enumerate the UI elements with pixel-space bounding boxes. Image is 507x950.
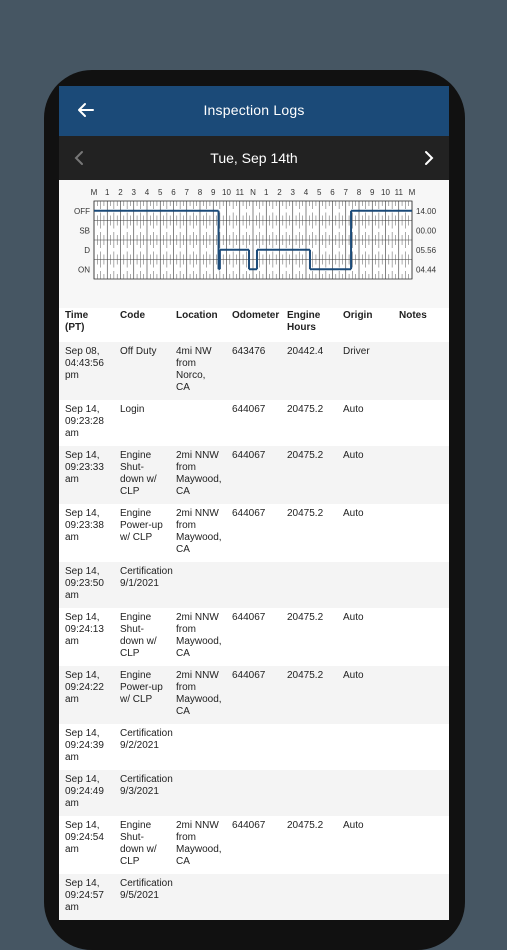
- status-label: ON: [78, 265, 90, 275]
- cell-code: Engine Shut- down w/ CLP: [120, 820, 157, 867]
- cell-location: [170, 770, 226, 816]
- cell-engine-hours: 20475.2: [287, 450, 324, 461]
- cell-origin: Driver: [343, 346, 370, 357]
- cell-engine-hours: [281, 770, 337, 816]
- cell-notes: [393, 816, 449, 874]
- cell-code: Login: [120, 404, 145, 415]
- cell-code: Engine Power-up w/ CLP: [120, 508, 163, 543]
- next-day-button[interactable]: [417, 146, 441, 170]
- hour-label: 10: [222, 188, 231, 197]
- status-total: 00.00: [416, 226, 437, 236]
- hour-label: M: [90, 188, 98, 197]
- cell-notes: [393, 666, 449, 724]
- table-row[interactable]: [59, 724, 449, 770]
- hour-label: 11: [394, 188, 403, 197]
- table-row[interactable]: [59, 446, 449, 504]
- hour-label: 4: [303, 188, 309, 197]
- cell-location: 2mi NNW from Maywood, CA: [176, 612, 222, 659]
- duty-status-grid: [59, 180, 449, 308]
- table-row[interactable]: [59, 770, 449, 816]
- app-bar: [59, 86, 449, 136]
- cell-notes: [393, 724, 449, 770]
- column-header-origin: Origin: [343, 310, 373, 321]
- table-row[interactable]: [59, 816, 449, 874]
- cell-code: Engine Shut- down w/ CLP: [120, 612, 157, 659]
- cell-odometer: [226, 724, 281, 770]
- log-table-container[interactable]: [59, 308, 449, 913]
- cell-location: [170, 874, 226, 920]
- column-header-code: Code: [120, 310, 145, 321]
- column-header-time: Time (PT): [65, 310, 89, 333]
- cell-engine-hours: 20475.2: [287, 404, 324, 415]
- date-navigation-bar: [59, 136, 449, 180]
- cell-odometer: 644067: [232, 508, 266, 519]
- status-total: 04.44: [416, 265, 437, 275]
- selected-date: Tue, Sep 14th: [210, 150, 298, 166]
- hour-label: 1: [264, 188, 269, 197]
- cell-notes: [393, 608, 449, 666]
- cell-time: Sep 14, 09:23:33 am: [65, 450, 104, 485]
- cell-time: Sep 14, 09:24:49 am: [65, 774, 104, 809]
- hour-label: 9: [370, 188, 375, 197]
- hour-label: 4: [144, 188, 150, 197]
- hour-label: 3: [290, 188, 295, 197]
- cell-code: Certification 9/1/2021: [120, 566, 173, 589]
- cell-odometer: 643476: [232, 346, 266, 357]
- cell-notes: [393, 446, 449, 504]
- cell-code: Certification 9/2/2021: [120, 728, 173, 751]
- hour-label: 2: [118, 188, 123, 197]
- cell-time: Sep 14, 09:23:50 am: [65, 566, 104, 601]
- cell-time: Sep 14, 09:24:54 am: [65, 820, 104, 855]
- column-header-engine-hours: Engine Hours: [287, 310, 321, 333]
- hour-label: 2: [277, 188, 282, 197]
- cell-time: Sep 14, 09:24:22 am: [65, 670, 104, 705]
- cell-odometer: [226, 770, 281, 816]
- cell-origin: [337, 874, 393, 920]
- cell-odometer: [226, 562, 281, 608]
- cell-engine-hours: [281, 562, 337, 608]
- cell-code: Engine Shut- down w/ CLP: [120, 450, 157, 497]
- app-screen: [59, 86, 449, 913]
- cell-origin: Auto: [343, 508, 364, 519]
- duty-status-graph: [59, 180, 449, 308]
- page-title: Inspection Logs: [203, 102, 305, 118]
- cell-odometer: 644067: [232, 450, 266, 461]
- cell-time: Sep 14, 09:24:39 am: [65, 728, 104, 763]
- cell-origin: Auto: [343, 404, 364, 415]
- cell-code: Certification 9/5/2021: [120, 878, 173, 901]
- status-total: 05.56: [416, 245, 437, 255]
- cell-location: 2mi NNW from Maywood, CA: [176, 820, 222, 867]
- cell-origin: Auto: [343, 670, 364, 681]
- cell-location: 2mi NNW from Maywood, CA: [176, 450, 222, 497]
- table-row[interactable]: [59, 504, 449, 562]
- chevron-right-icon: [423, 151, 435, 165]
- cell-notes: [393, 504, 449, 562]
- cell-code: Off Duty: [120, 346, 157, 357]
- hour-label: N: [250, 188, 256, 197]
- cell-engine-hours: 20475.2: [287, 820, 324, 831]
- cell-code: Engine Power-up w/ CLP: [120, 670, 163, 705]
- cell-location: [170, 400, 226, 446]
- cell-time: Sep 14, 09:23:38 am: [65, 508, 104, 543]
- hour-label: 1: [105, 188, 110, 197]
- cell-location: 2mi NNW from Maywood, CA: [176, 670, 222, 717]
- hour-label: M: [408, 188, 416, 197]
- table-row[interactable]: [59, 562, 449, 608]
- cell-odometer: [226, 874, 281, 920]
- hour-label: 8: [356, 188, 362, 197]
- cell-engine-hours: [281, 874, 337, 920]
- cell-engine-hours: 20475.2: [287, 612, 324, 623]
- cell-notes: [393, 770, 449, 816]
- hour-label: 9: [211, 188, 216, 197]
- column-header-odometer: Odometer: [232, 310, 280, 321]
- cell-notes: [393, 874, 449, 920]
- hour-label: 7: [343, 188, 348, 197]
- cell-location: 2mi NNW from Maywood, CA: [176, 508, 222, 555]
- status-label: SB: [79, 226, 90, 236]
- cell-origin: [337, 770, 393, 816]
- table-row[interactable]: [59, 400, 449, 446]
- cell-engine-hours: 20475.2: [287, 508, 324, 519]
- table-row[interactable]: [59, 666, 449, 724]
- cell-notes: [393, 342, 449, 400]
- table-row[interactable]: [59, 608, 449, 666]
- status-label: D: [84, 245, 90, 255]
- status-label: OFF: [74, 206, 90, 216]
- log-events-table: [59, 308, 449, 920]
- cell-odometer: 644067: [232, 612, 266, 623]
- cell-location: [170, 724, 226, 770]
- status-total: 14.00: [416, 206, 437, 216]
- hour-label: 11: [235, 188, 244, 197]
- cell-odometer: 644067: [232, 820, 266, 831]
- cell-origin: Auto: [343, 612, 364, 623]
- table-row[interactable]: [59, 874, 449, 920]
- cell-time: Sep 08, 04:43:56 pm: [65, 346, 104, 381]
- cell-origin: [337, 562, 393, 608]
- cell-location: 4mi NW from Norco, CA: [176, 346, 212, 393]
- cell-time: Sep 14, 09:24:13 am: [65, 612, 104, 647]
- hour-label: 6: [330, 188, 335, 197]
- column-header-location: Location: [176, 310, 218, 321]
- cell-notes: [393, 400, 449, 446]
- cell-origin: [337, 724, 393, 770]
- cell-engine-hours: 20475.2: [287, 670, 324, 681]
- cell-origin: Auto: [343, 820, 364, 831]
- cell-engine-hours: 20442.4: [287, 346, 324, 357]
- hour-label: 8: [197, 188, 203, 197]
- cell-notes: [393, 562, 449, 608]
- hour-label: 5: [158, 188, 163, 197]
- cell-time: Sep 14, 09:24:57 am: [65, 878, 104, 913]
- hour-label: 5: [317, 188, 322, 197]
- table-header-row: [59, 308, 449, 342]
- cell-time: Sep 14, 09:23:28 am: [65, 404, 104, 439]
- cell-location: [170, 562, 226, 608]
- cell-code: Certification 9/3/2021: [120, 774, 173, 797]
- cell-engine-hours: [281, 724, 337, 770]
- column-header-notes: Notes: [399, 310, 427, 321]
- hour-label: 6: [171, 188, 176, 197]
- cell-odometer: 644067: [232, 404, 266, 415]
- hour-label: 7: [184, 188, 189, 197]
- cell-odometer: 644067: [232, 670, 266, 681]
- hour-label: 3: [131, 188, 136, 197]
- cell-origin: Auto: [343, 450, 364, 461]
- table-row[interactable]: [59, 342, 449, 400]
- hour-label: 10: [381, 188, 390, 197]
